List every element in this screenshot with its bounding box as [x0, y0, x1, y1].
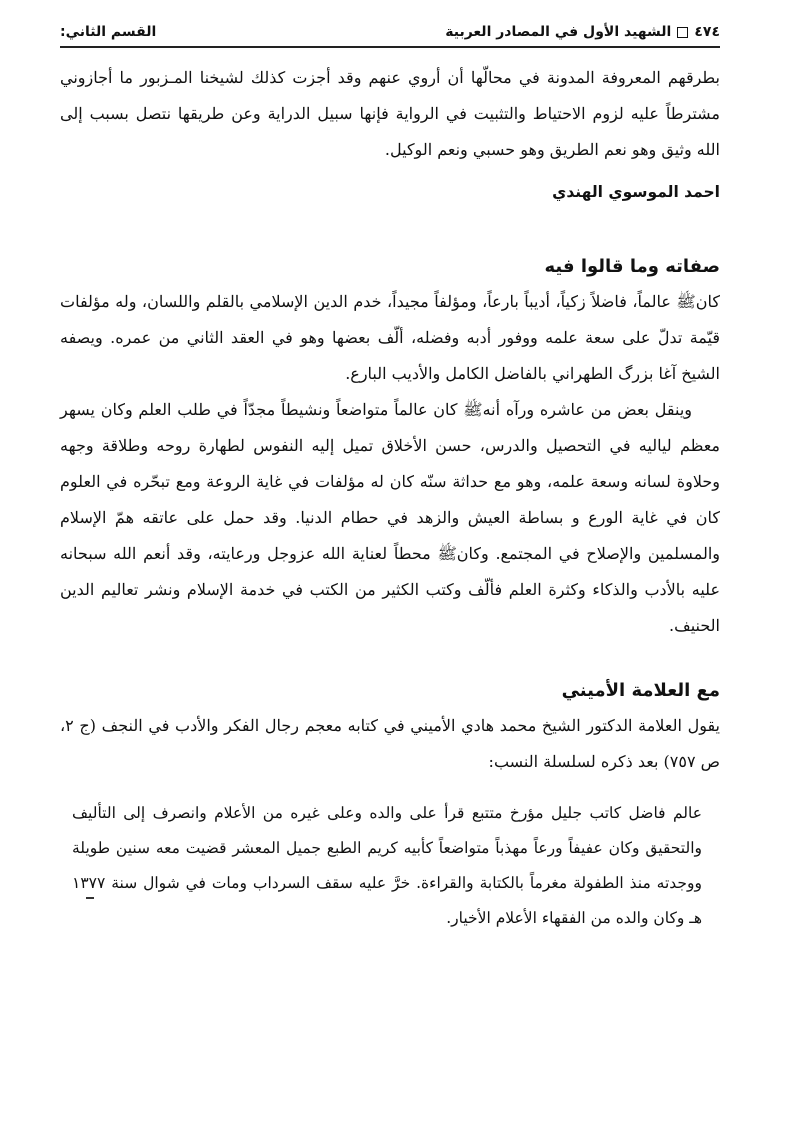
page-number: ٤٧٤ [694, 24, 720, 40]
book-title: الشهيد الأول في المصادر العربية [445, 24, 672, 40]
book-page [60, 24, 720, 1104]
letter-text: بطرقهم المعروفة المدونة في محالّها أن أروي عنهم وقد أجزت كذلك لشيخنا المـزبور ما أجازوني مشترطاً عليه لزوم الاحتياط والتثبيت في الرواية فإنها سبيل الدراية وعن طريقها نتصل بسبب إلى الله وثيق وهو نعم الطريق وهو حسبي ونعم الوكيل. [60, 68, 720, 159]
qualities-paragraph-1: كانﷺ عالماً، فاضلاً زكياً، أديباً بارعاً، ومؤلفاً مجيداً، خدم الدين الإسلامي بالقلم واللسان، وله مؤلفات قيّمة تدلّ على سعة علمه ووفور أدبه وفضله، ألّف بعضها وهو في العقد الثاني من عمره. ويصفه الشيخ آغا بزرگ الطهراني بالفاضل الكامل والأديب البارع. [60, 292, 720, 383]
amini-intro: يقول العلامة الدكتور الشيخ محمد هادي الأميني في كتابه معجم رجال الفكر والأدب في النجف (ج ٢، ص ٧٥٧) بعد ذكره لسلسلة النسب: [60, 716, 720, 771]
square-ornament-icon [677, 27, 688, 38]
section-heading-amini: مع العلامة الأميني [561, 680, 720, 701]
qualities-paragraph-2: وينقل بعض من عاشره ورآه أنهﷺ كان عالماً متواضعاً ونشيطاً مجدّاً في طلب العلم وكان يسهر معظم لياليه في التحصيل والدرس، حسن الأخلاق تميل إليه النفوس لطهارة روحه وطلاقة وجهه وحلاوة لسانه وسعة علمه، وهو مع حداثة سنّه كان له مؤلفات في غاية الروعة ومع تبحّره في العلوم كان في غاية الورع و بساطة العيش والزهد في حطام الدنيا. وقد حمل على عاتقه همّ الإسلام والمسلمين والإصلاح في المجتمع. وكانﷺ محطاً لعناية الله عزوجل ورعايته، وقد أنعم الله سبحانه عليه بالأدب والذكاء وكثرة العلم فألّف وكتب الكثير من الكتب في خدمة الإسلام ونشر تعاليم الدين الحنيف. [60, 400, 721, 635]
section-label: القسم الثاني: [60, 24, 157, 40]
amini-quote: عالم فاضل كاتب جليل مؤرخ متتبع قرأ على والده وعلى غيره من الأعلام وانصرف إلى التأليف والتحقيق وكان عفيفاً ورعاً مهذباً متواضعاً كأبيه كريم الطبع جميل المعشر قضيت معه سنين طويلة ووجدته منذ الطفولة مغرماً بالكتابة والقراءة. خرَّ عليه سقف السرداب ومات في شوال سنة ١٣٧٧ هـ وكان والده من الفقهاء الأعلام الأخيار. [72, 803, 702, 927]
running-header [60, 24, 720, 48]
section-heading-qualities: صفاته وما قالوا فيه [544, 256, 720, 277]
header-title-group [445, 24, 720, 40]
dash-mark [86, 897, 94, 899]
letter-signature: احمد الموسوي الهندي [552, 183, 720, 201]
